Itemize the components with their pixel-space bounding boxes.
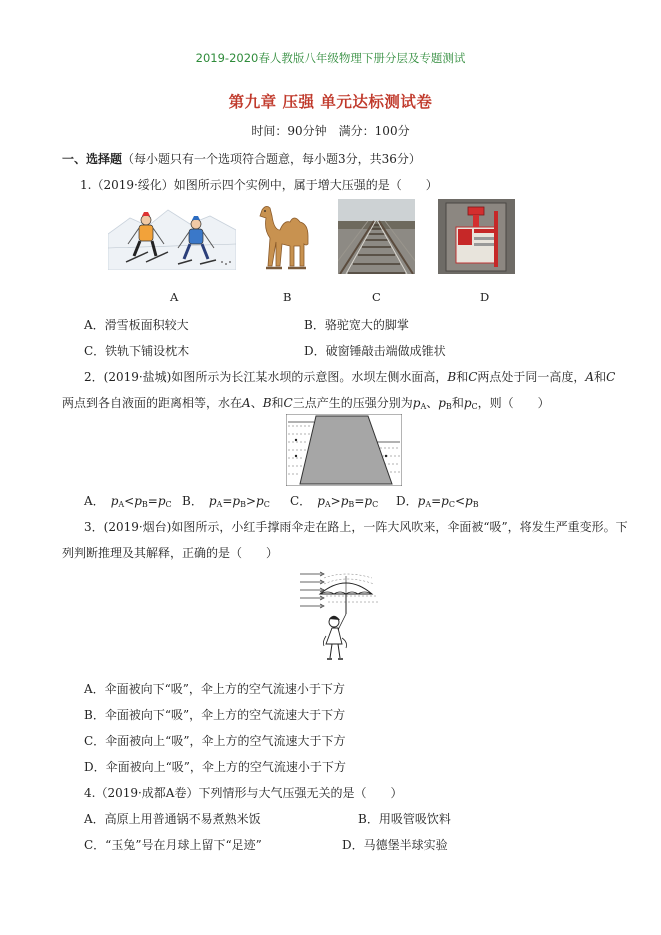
q1-option-a: A．滑雪板面积较大 xyxy=(84,318,189,332)
q3-option-b: B．伞面被向下“吸”，伞上方的空气流速大于下方 xyxy=(84,708,346,722)
q1-option-d: D．破窗锤敲击端做成锥状 xyxy=(304,344,446,358)
page-subtitle: 时间：90分钟 满分：100分 xyxy=(251,124,410,138)
q4-option-b: B．用吸管吸饮料 xyxy=(358,812,451,826)
skier-illustration xyxy=(108,204,236,270)
railway-track-photo xyxy=(338,199,415,274)
q1-option-b: B．骆驼宽大的脚掌 xyxy=(304,318,409,332)
q1-fig-label-c: C xyxy=(372,290,381,304)
q3-option-d: D．伞面被向上“吸”，伞上方的空气流速小于下方 xyxy=(84,760,346,774)
q3-stem-line1: 3．(2019·烟台)如图所示，小红手撑雨伞走在路上，一阵大风吹来，伞面被“吸”，将发生严重变形。下 xyxy=(84,520,628,534)
q2-option-c: C． $p_A>p_B=p_C$ xyxy=(290,494,379,509)
q3-option-c: C．伞面被向上“吸”，伞上方的空气流速大于下方 xyxy=(84,734,346,748)
dam-diagram xyxy=(286,414,402,486)
section-heading-line xyxy=(62,150,421,167)
q3-option-a: A．伞面被向下“吸”，伞上方的空气流速小于下方 xyxy=(84,682,345,696)
q4-option-d: D．马德堡半球实验 xyxy=(342,838,448,852)
q2-option-d: D．$p_A=p_C<p_B$ xyxy=(396,494,479,509)
q4-stem: 4.（2019·成都A卷）下列情形与大气压强无关的是（ ） xyxy=(84,786,403,800)
q2-stem-line2: 两点到各自液面的距离相等，水在A、B和C三点产生的压强分别为$p_A$、$p_B$和$p_C$，则（ ） xyxy=(62,396,550,411)
q1-fig-label-b: B xyxy=(283,290,292,304)
umbrella-girl-illustration xyxy=(298,568,390,666)
q1-option-c: C．铁轨下铺设枕木 xyxy=(84,344,190,358)
section-heading: 一、选择题 xyxy=(62,152,123,166)
q1-fig-label-d: D xyxy=(480,290,490,304)
q4-option-c: C．“玉兔”号在月球上留下“足迹” xyxy=(84,838,262,852)
section-note: （每小题只有一个选项符合题意，每小题3分，共36分） xyxy=(122,152,421,166)
page-title: 第九章 压强 单元达标测试卷 xyxy=(228,92,433,111)
q2-stem-line1: 2．(2019·盐城)如图所示为长江某水坝的示意图。水坝左侧水面高，B和C两点处于同一高度，A和C xyxy=(84,370,616,384)
q2-option-b: B． $p_A=p_B>p_C$ xyxy=(182,494,270,509)
page-header: 2019-2020春人教版八年级物理下册分层及专题测试 xyxy=(195,51,466,65)
emergency-hammer-photo xyxy=(438,199,515,274)
q4-option-a: A．高原上用普通锅不易煮熟米饭 xyxy=(84,812,261,826)
q3-stem-line2: 列判断推理及其解释，正确的是（ ） xyxy=(62,546,279,560)
q2-option-a: A． $p_A<p_B=p_C$ xyxy=(84,494,172,509)
q1-stem: 1.（2019·绥化）如图所示四个实例中，属于增大压强的是（ ） xyxy=(80,178,438,192)
q1-fig-label-a: A xyxy=(170,290,179,304)
camel-photo xyxy=(254,200,316,272)
